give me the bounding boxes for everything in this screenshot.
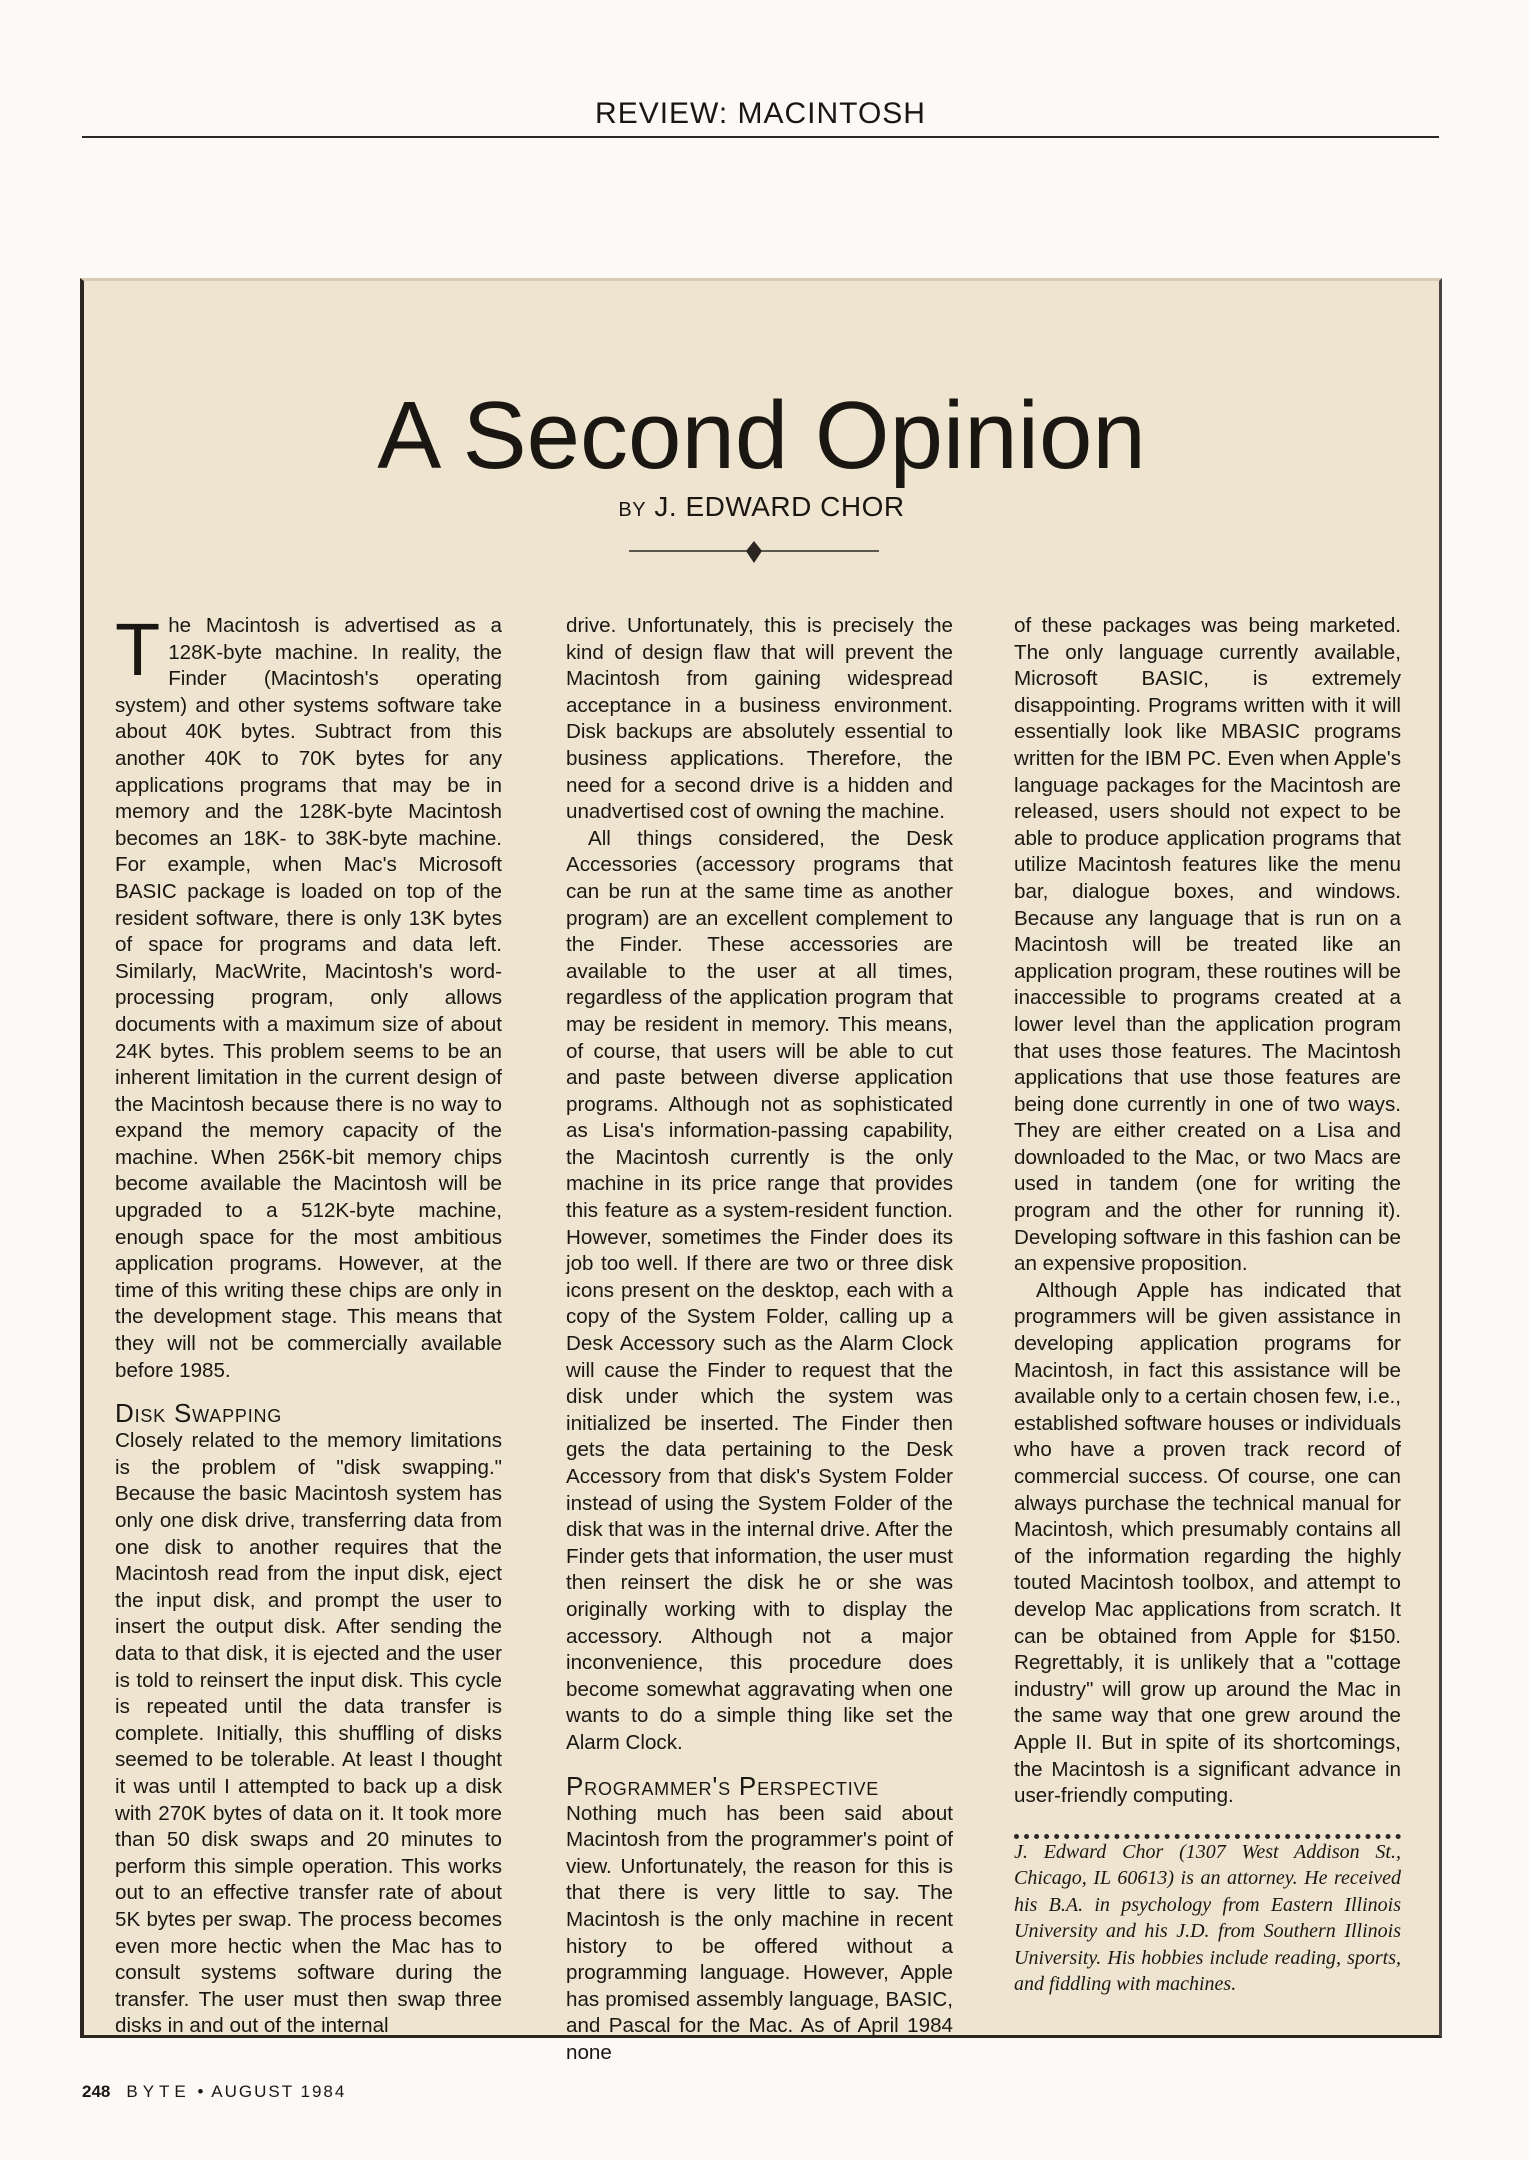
drop-cap: T <box>115 608 161 691</box>
article-panel <box>80 278 1442 2064</box>
page-folio <box>82 2082 346 2102</box>
paragraph: of these packages was being marketed. The only language currently available, Microsoft BASIC, is extremely disappointing. Programs written with it will essentially look like MBASIC programs written for the IBM PC. Even when Apple's language packages for the Macintosh are released, users should not expect to be able to produce application programs that utilize Macintosh features like the menu bar, dialogue boxes, and windows. Because any language that is run on a Macintosh will be treated like an application program, these routines will be inaccessible to programs created at a lower level than the application program that uses those features. The Macintosh applications that use those features are being done currently in one of two ways. They are either created on a Lisa and downloaded to the Mac, or two Macs are used in tandem (one for writing the program and the other for running it). Developing software in this fashion can be an expensive proposition. <box>1014 614 1401 1276</box>
article-column-2 <box>566 613 953 2066</box>
paragraph: All things considered, the Desk Accessories (accessory programs that can be run at the same time as another program) are an excellent complement to the Finder. These accessories are available to the user at all times, regardless of the application program that may be resident in memory. This means, of course, that users will be able to cut and paste between diverse application programs. Although not as sophisticated as Lisa's information-passing capability, the Macintosh currently is the only machine in its price range that provides this feature as a system-resident function. However, sometimes the Finder does its job too well. If there are two or three disk icons present on the desktop, each with a copy of the System Folder, calling up a Desk Accessory such as the Alarm Clock will cause the Finder to request that the disk under which the system was initialized be inserted. The Finder then gets the data pertaining to the Desk Accessory from that disk's System Folder instead of using the System Folder of the disk that was in the internal drive. After the Finder gets that information, the user must then reinsert the disk he or she was originally working with to display the accessory. Although not a major inconvenience, this procedure does become somewhat aggravating when one wants to do a simple thing like set the Alarm Clock. <box>566 826 953 1754</box>
article-column-1 <box>115 608 502 2040</box>
byline-by: BY <box>618 499 647 521</box>
paragraph: Closely related to the memory limitations is the problem of "disk swapping." Because the basic Macintosh system has only one disk drive, transferring data from one disk to another requires that the Macintosh read from the input disk, eject the input disk, and prompt the user to insert the output disk. After sending the data to that disk, it is ejected and the user is told to reinsert the input disk. This cycle is repeated until the data transfer is complete. Initially, this shuffling of disks seemed to be tolerable. At least I thought it was until I attempted to back up a disk with 270K bytes of data on it. It took more than 50 disk swaps and 20 minutes to perform this simple operation. This works out to an effective transfer rate of about 5K bytes per swap. The process becomes even more hectic when the Mac has to consult systems software during the transfer. The user must then swap three disks in and out of the internal <box>115 1429 502 2038</box>
paragraph: The Macintosh is advertised as a 128K-byte machine. In reality, the Finder (Macintosh's operating system) and other systems software take about 40K bytes. Subtract from this another 40K to 70K bytes for any applications programs that may be in memory and the 128K-byte Macintosh becomes an 18K- to 38K-byte machine. For example, when Mac's Microsoft BASIC package is loaded on top of the resident software, there is only 13K bytes of space for programs and data left. Similarly, MacWrite, Macintosh's word-processing program, only allows documents with a maximum size of about 24K bytes. This problem seems to be an inherent limitation in the current design of the Macintosh because there is no way to expand the memory capacity of the machine. When 256K-bit memory chips become available the Macintosh will be upgraded to a 512K-byte machine, enough space for the most ambitious application programs. However, at the time of this writing these chips are only in the development stage. This means that they will not be commercially available before 1985. <box>115 608 502 1382</box>
author-bio: J. Edward Chor (1307 West Addison St., Chicago, IL 60613) is an attorney. He received his B.A. in psychology from Eastern Illinois University and his J.D. from Southern Illinois University. His hobbies include reading, sports, and fiddling with machines. <box>1014 1840 1401 1996</box>
paragraph: Although Apple has indicated that programmers will be given assistance in developing application programs for Macintosh, in fact this assistance will be available only to a certain chosen few, i.e., established software houses or individuals who have a proven track record of commercial success. Of course, one can always purchase the technical manual for Macintosh, which presumably contains all of the information regarding the highly touted Macintosh toolbox, and attempt to develop Mac applications from scratch. It can be obtained from Apple for $150. Regrettably, it is unlikely that a "cottage industry" will grow up around the Mac in the same way that one grew around the Apple II. But in spite of its shortcomings, the Macintosh is a significant advance in user-friendly computing. <box>1014 1278 1401 1808</box>
page-number: 248 <box>82 2082 111 2101</box>
running-head: REVIEW: MACINTOSH <box>82 92 1439 138</box>
subheading-disk-swapping: Disk Swapping <box>115 1398 283 1429</box>
magazine-name: BYTE <box>126 2082 191 2101</box>
diamond-rule-ornament <box>629 539 879 567</box>
paragraph: drive. Unfortunately, this is precisely the kind of design flaw that will prevent the Macintosh from gaining widespread acceptance in a business environment. Disk backups are absolutely essential to business applications. Therefore, the need for a second drive is a hidden and unadvertised cost of owning the machine. <box>566 614 953 824</box>
article-title: A Second Opinion <box>377 382 1146 489</box>
issue-date: AUGUST 1984 <box>211 2082 347 2101</box>
article-column-3 <box>1014 613 1401 1998</box>
subheading-programmers-perspective: Programmer's Perspective <box>566 1770 880 1801</box>
byline <box>84 491 1439 523</box>
paragraph: Nothing much has been said about Macintosh from the programmer's point of view. Unfortunately, the reason for this is that there is very little to say. The Macintosh is the only machine in recent history to be offered without a programming language. However, Apple has promised assembly language, BASIC, and Pascal for the Mac. As of April 1984 none <box>566 1801 953 2064</box>
bullet-separator: • <box>197 2082 206 2101</box>
byline-author: J. EDWARD CHOR <box>654 491 905 522</box>
